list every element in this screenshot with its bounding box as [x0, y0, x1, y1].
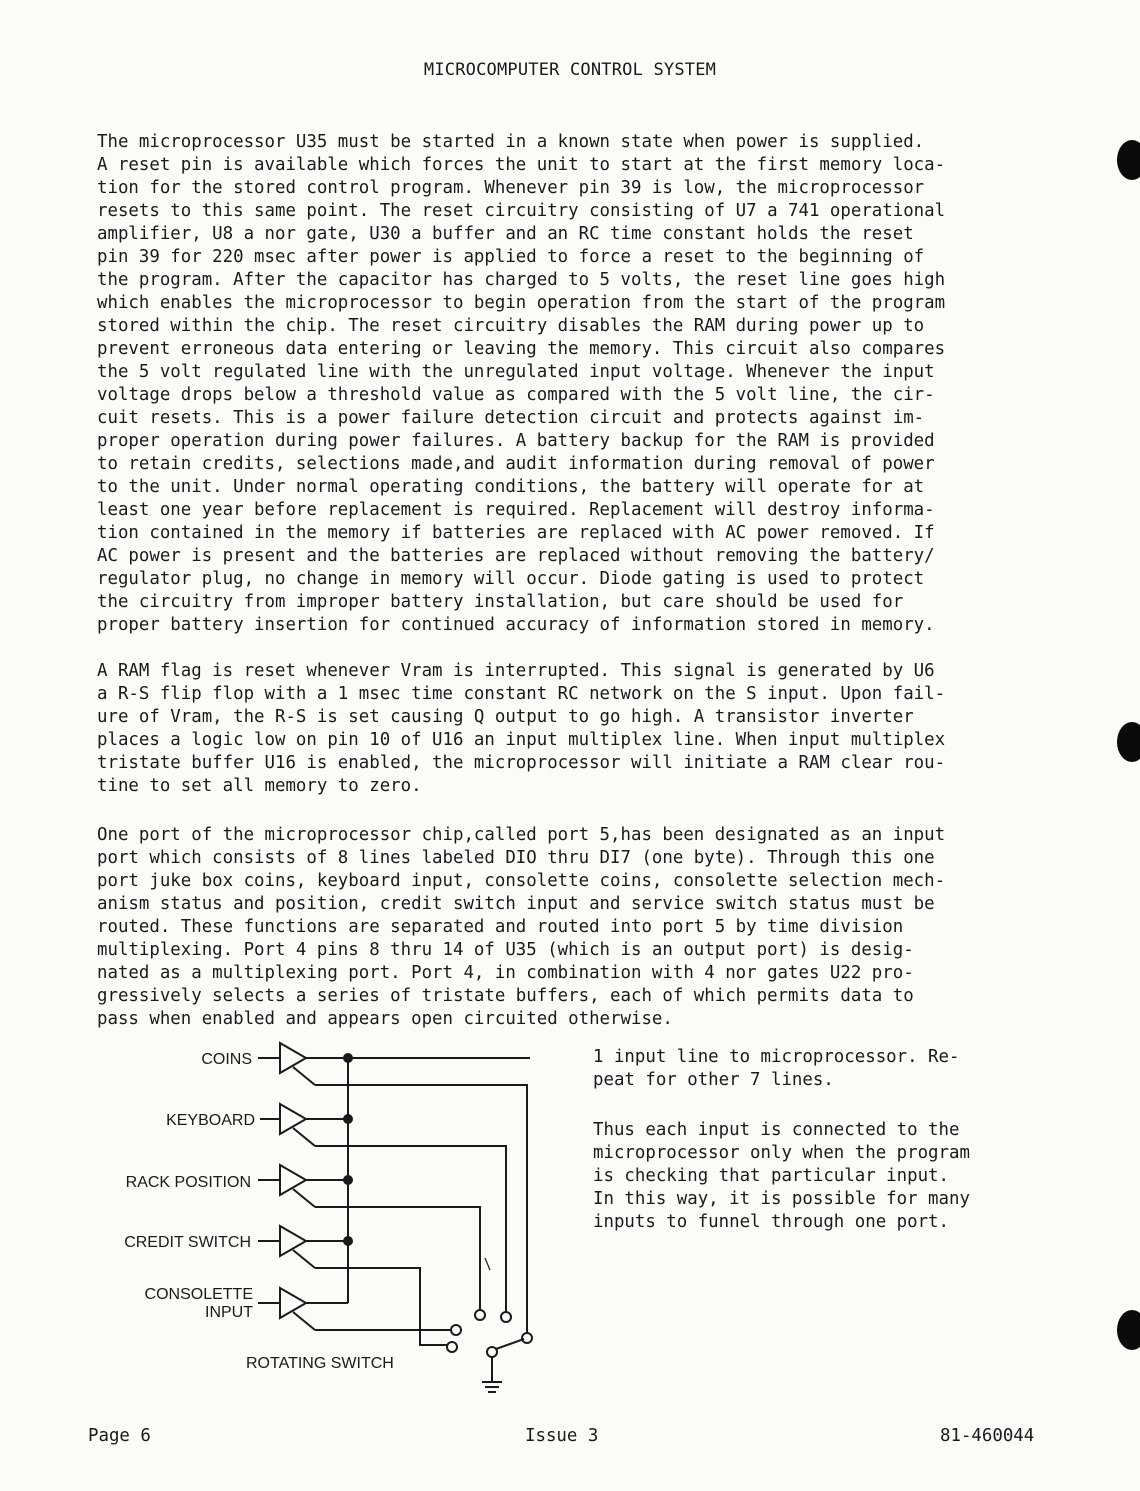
buffer-consolette [258, 1288, 306, 1318]
text-line: tine to set all memory to zero. [97, 776, 422, 796]
junction-dot [344, 1054, 352, 1062]
text-line: proper battery insertion for continued accuracy of information stored in memory. [97, 615, 935, 635]
text-line: microprocessor only when the program [593, 1143, 970, 1163]
text-line: voltage drops below a threshold value as compared with the 5 volt line, the cir- [97, 385, 935, 405]
text-line: AC power is present and the batteries are replaced without removing the battery/ [97, 546, 935, 566]
text-line: tion contained in the memory if batteries are replaced with AC power removed. If [97, 523, 935, 543]
label-coins: COINS [201, 1051, 252, 1068]
paragraph-input-port [97, 824, 1057, 1031]
label-keyboard: KEYBOARD [166, 1112, 255, 1129]
text-line: tion for the stored control program. Whenever pin 39 is low, the microprocessor [97, 178, 925, 198]
multiplex-diagram [100, 1035, 560, 1395]
paragraph-ram-flag [97, 660, 1057, 798]
text-line: peat for other 7 lines. [593, 1070, 834, 1090]
text-line: ure of Vram, the R-S is set causing Q output to go high. A transistor inverter [97, 707, 914, 727]
text-line: routed. These functions are separated and routed into port 5 by time division [97, 917, 904, 937]
text-line: gressively selects a series of tristate buffers, each of which permits data to [97, 986, 914, 1006]
buffer-credit-switch [258, 1226, 306, 1256]
page-number: Page 6 [88, 1426, 151, 1446]
junction-dot [344, 1237, 352, 1245]
enable-line-rack [293, 1189, 480, 1310]
text-line: multiplexing. Port 4 pins 8 thru 14 of U35 (which is an output port) is desig- [97, 940, 914, 960]
text-line: cuit resets. This is a power failure detection circuit and protects against im- [97, 408, 925, 428]
text-line: A reset pin is available which forces the unit to start at the first memory loca- [97, 155, 946, 175]
page-header-title: MICROCOMPUTER CONTROL SYSTEM [423, 60, 717, 80]
text-line: regulator plug, no change in memory will occur. Diode gating is used to protect [97, 569, 925, 589]
enable-line-keyboard [293, 1128, 506, 1315]
text-line: the 5 volt regulated line with the unregulated input voltage. Whenever the input [97, 362, 935, 382]
issue-number: Issue 3 [525, 1426, 599, 1446]
label-input: INPUT [205, 1304, 253, 1321]
text-line: port which consists of 8 lines labeled DIO thru DI7 (one byte). Through this one [97, 848, 935, 868]
ground-symbol [482, 1357, 502, 1392]
buffer-keyboard [260, 1104, 306, 1134]
text-line: is checking that particular input. [593, 1166, 949, 1186]
text-line: to the unit. Under normal operating conditions, the battery will operate for at [97, 477, 925, 497]
text-line: amplifier, U8 a nor gate, U30 a buffer and an RC time constant holds the reset [97, 224, 914, 244]
text-line: pass when enabled and appears open circuited otherwise. [97, 1009, 673, 1029]
label-credit-switch: CREDIT SWITCH [124, 1234, 251, 1251]
text-line: 1 input line to microprocessor. Re- [593, 1047, 960, 1067]
label-consolette: CONSOLETTE [144, 1286, 253, 1303]
text-line: The microprocessor U35 must be started in a known state when power is supplied. [97, 132, 925, 152]
binder-hole [1117, 1310, 1140, 1350]
text-line: Thus each input is connected to the [593, 1120, 960, 1140]
text-line: the program. After the capacitor has charged to 5 volts, the reset line goes high [97, 270, 946, 290]
buffer-coins [258, 1043, 306, 1073]
buffer-rack-position [258, 1165, 306, 1195]
text-line: to retain credits, selections made,and audit information during removal of power [97, 454, 935, 474]
side-note-funnel [593, 1119, 1053, 1234]
text-line: the circuitry from improper battery installation, but care should be used for [97, 592, 904, 612]
label-rotating-switch: ROTATING SWITCH [246, 1355, 394, 1372]
rotating-switch [447, 1258, 532, 1357]
text-line: nated as a multiplexing port. Port 4, in combination with 4 nor gates U22 pro- [97, 963, 914, 983]
text-line: port juke box coins, keyboard input, consolette coins, consolette selection mech- [97, 871, 946, 891]
text-line: resets to this same point. The reset circuitry consisting of U7 a 741 operational [97, 201, 946, 221]
text-line: which enables the microprocessor to begin operation from the start of the program [97, 293, 946, 313]
text-line: places a logic low on pin 10 of U16 an input multiplex line. When input multiplex [97, 730, 946, 750]
binder-hole [1117, 140, 1140, 180]
label-rack-position: RACK POSITION [125, 1174, 251, 1191]
text-line: a R-S flip flop with a 1 msec time constant RC network on the S input. Upon fail- [97, 684, 946, 704]
paragraph-reset-circuitry [97, 131, 1057, 637]
binder-hole [1117, 722, 1140, 762]
enable-line-consolette [293, 1312, 452, 1330]
text-line: A RAM flag is reset whenever Vram is interrupted. This signal is generated by U6 [97, 661, 935, 681]
side-note-input-line [593, 1046, 1053, 1092]
text-line: One port of the microprocessor chip,called port 5,has been designated as an input [97, 825, 946, 845]
text-line: In this way, it is possible for many [593, 1189, 970, 1209]
enable-line-coins [293, 1067, 527, 1334]
text-line: prevent erroneous data entering or leaving the memory. This circuit also compares [97, 339, 946, 359]
text-line: anism status and position, credit switch input and service switch status must be [97, 894, 935, 914]
text-line: stored within the chip. The reset circuitry disables the RAM during power up to [97, 316, 925, 336]
text-line: inputs to funnel through one port. [593, 1212, 949, 1232]
text-line: tristate buffer U16 is enabled, the microprocessor will initiate a RAM clear rou- [97, 753, 946, 773]
document-number: 81-460044 [940, 1426, 1035, 1446]
text-line: pin 39 for 220 msec after power is applied to force a reset to the beginning of [97, 247, 925, 267]
text-line: proper operation during power failures. A battery backup for the RAM is provided [97, 431, 935, 451]
junction-dot [344, 1115, 352, 1123]
junction-dot [344, 1176, 352, 1184]
text-line: least one year before replacement is required. Replacement will destroy informa- [97, 500, 935, 520]
